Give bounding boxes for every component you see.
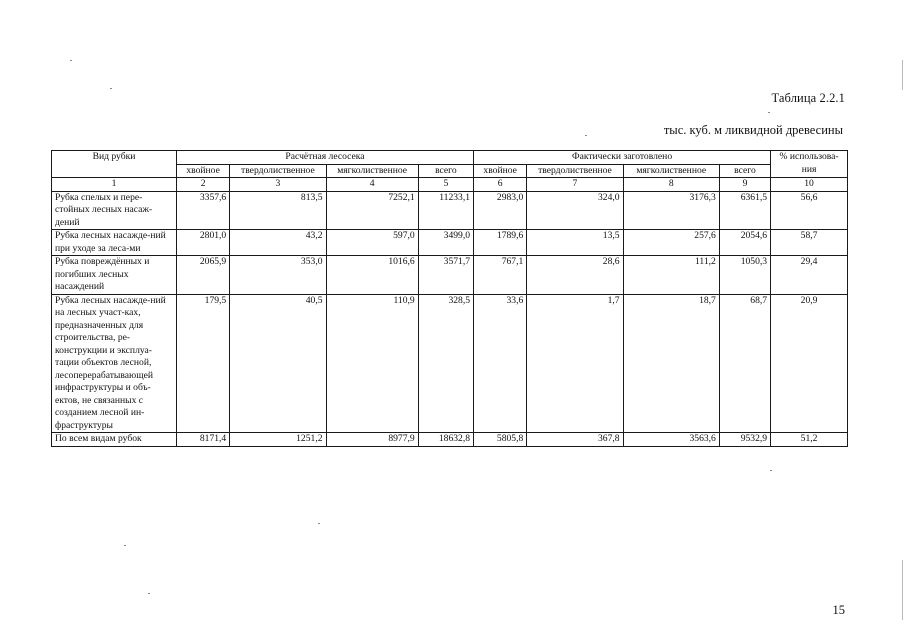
cell-value: 13,5	[527, 230, 623, 256]
cell-value: 1016,6	[326, 256, 418, 295]
column-number: 4	[326, 178, 418, 192]
header-sub: всего	[719, 164, 770, 178]
total-value: 9532,9	[719, 433, 770, 447]
harvest-table	[51, 150, 848, 447]
cell-percent: 56,6	[771, 191, 848, 230]
header-planned: Расчётная лесосека	[176, 151, 473, 165]
scan-speck	[768, 112, 770, 113]
cell-value: 1789,6	[474, 230, 527, 256]
header-sub: хвойное	[474, 164, 527, 178]
cell-value: 2065,9	[176, 256, 229, 295]
cell-value: 110,9	[326, 294, 418, 433]
column-number: 7	[527, 178, 623, 192]
table-row	[52, 294, 848, 433]
scan-speck	[585, 135, 587, 136]
total-label: По всем видам рубок	[52, 433, 177, 447]
cell-value: 257,6	[623, 230, 719, 256]
cell-value: 767,1	[474, 256, 527, 295]
cell-value: 324,0	[527, 191, 623, 230]
header-sub: твердолиственное	[230, 164, 326, 178]
cell-value: 1050,3	[719, 256, 770, 295]
row-label: Рубка лесных насажде-ний на лесных участ-ках, предназначенных для строительства, ре-конструкции и эксплуа-тации объектов лесной, лесоперерабатывающей инфраструктуры и объ-ектов, не связанных с созданием лесной ин-фраструктуры	[52, 294, 177, 433]
column-number: 8	[623, 178, 719, 192]
header-sub: твердолиственное	[527, 164, 623, 178]
cell-value: 2801,0	[176, 230, 229, 256]
column-number: 1	[52, 178, 177, 192]
cell-value: 28,6	[527, 256, 623, 295]
table-caption: Таблица 2.2.1	[771, 91, 845, 105]
header-percent: % использова-ния	[771, 151, 848, 178]
cell-value: 40,5	[230, 294, 326, 433]
total-value: 18632,8	[418, 433, 473, 447]
cell-percent: 58,7	[771, 230, 848, 256]
cell-value: 43,2	[230, 230, 326, 256]
scan-speck	[110, 88, 112, 89]
cell-value: 813,5	[230, 191, 326, 230]
cell-value: 328,5	[418, 294, 473, 433]
cell-value: 179,5	[176, 294, 229, 433]
row-label: Рубка повреждённых и погибших лесных насаждений	[52, 256, 177, 295]
column-number-row	[52, 178, 848, 192]
scan-speck	[318, 523, 320, 524]
scan-speck	[124, 545, 126, 546]
scan-speck	[148, 593, 150, 594]
column-number: 6	[474, 178, 527, 192]
header-row-groups	[52, 151, 848, 165]
scan-speck	[70, 60, 72, 61]
cell-percent: 29,4	[771, 256, 848, 295]
row-label: Рубка спелых и пере-стойных лесных насаж-дений	[52, 191, 177, 230]
page-number: 15	[832, 603, 845, 617]
column-number: 2	[176, 178, 229, 192]
cell-value: 11233,1	[418, 191, 473, 230]
scan-speck	[770, 470, 772, 471]
column-number: 9	[719, 178, 770, 192]
total-value: 1251,2	[230, 433, 326, 447]
header-actual: Фактически заготовлено	[474, 151, 771, 165]
total-row	[52, 433, 848, 447]
cell-percent: 20,9	[771, 294, 848, 433]
cell-value: 3357,6	[176, 191, 229, 230]
scan-edge	[902, 560, 903, 620]
total-value: 8171,4	[176, 433, 229, 447]
table-row	[52, 230, 848, 256]
column-number: 5	[418, 178, 473, 192]
cell-value: 1,7	[527, 294, 623, 433]
cell-value: 111,2	[623, 256, 719, 295]
cell-value: 353,0	[230, 256, 326, 295]
total-value: 367,8	[527, 433, 623, 447]
cell-value: 68,7	[719, 294, 770, 433]
total-value: 5805,8	[474, 433, 527, 447]
total-value: 3563,6	[623, 433, 719, 447]
row-label: Рубка лесных насажде-ний при уходе за леса-ми	[52, 230, 177, 256]
cell-value: 6361,5	[719, 191, 770, 230]
cell-value: 18,7	[623, 294, 719, 433]
table-row	[52, 191, 848, 230]
scan-edge	[902, 60, 903, 90]
cell-value: 2983,0	[474, 191, 527, 230]
cell-value: 3176,3	[623, 191, 719, 230]
column-number: 10	[771, 178, 848, 192]
header-sub: хвойное	[176, 164, 229, 178]
cell-value: 597,0	[326, 230, 418, 256]
cell-value: 33,6	[474, 294, 527, 433]
header-type: Вид рубки	[52, 151, 177, 178]
header-sub: мягколиственное	[623, 164, 719, 178]
total-value: 8977,9	[326, 433, 418, 447]
table-unit: тыс. куб. м ликвидной древесины	[663, 123, 843, 137]
cell-value: 2054,6	[719, 230, 770, 256]
cell-value: 3571,7	[418, 256, 473, 295]
total-percent: 51,2	[771, 433, 848, 447]
header-sub: мягколиственное	[326, 164, 418, 178]
cell-value: 3499,0	[418, 230, 473, 256]
table-row	[52, 256, 848, 295]
column-number: 3	[230, 178, 326, 192]
cell-value: 7252,1	[326, 191, 418, 230]
header-sub: всего	[418, 164, 473, 178]
